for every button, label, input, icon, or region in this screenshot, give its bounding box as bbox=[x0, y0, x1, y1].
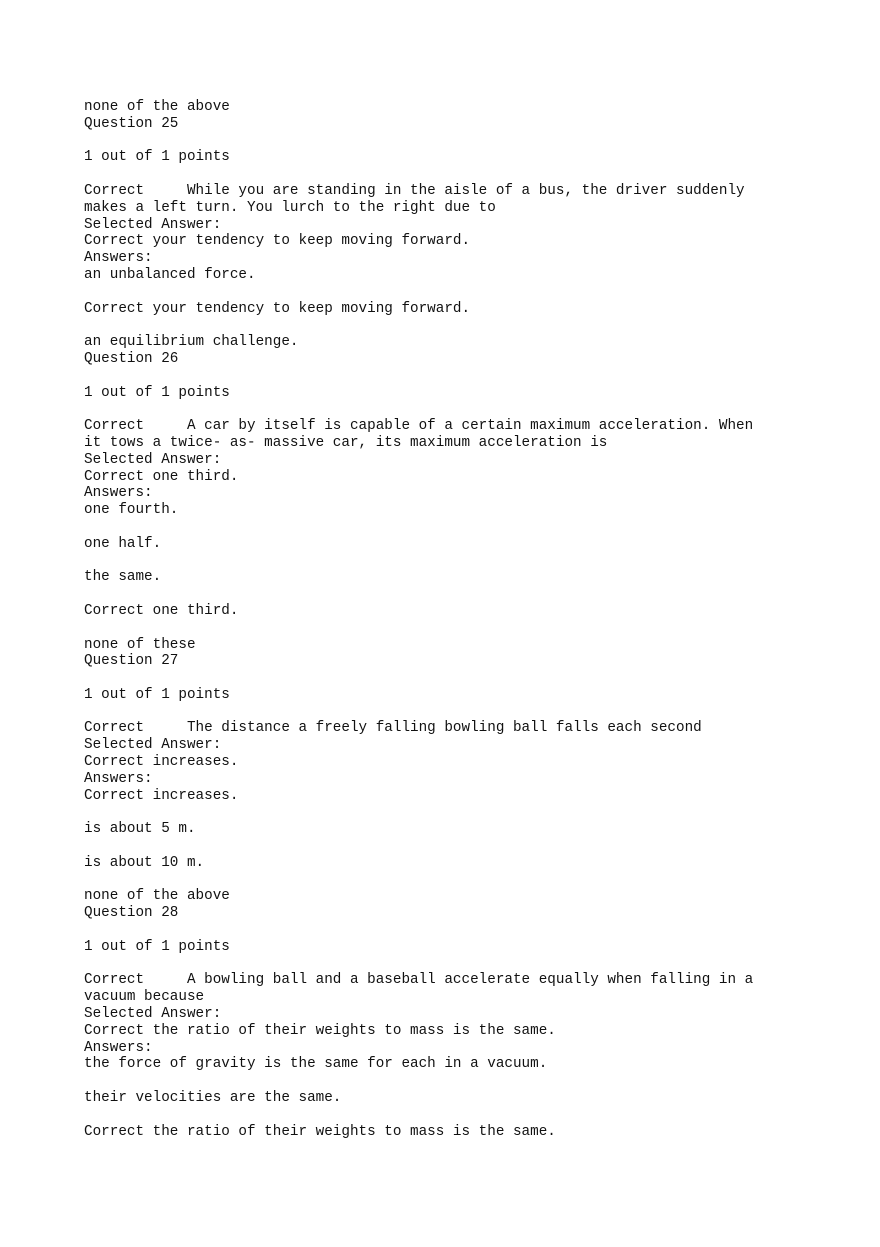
answer-option: one fourth. bbox=[84, 502, 179, 519]
question-26 bbox=[84, 351, 804, 653]
answer-option: Correct increases. bbox=[84, 787, 239, 804]
answers-label: Answers: bbox=[84, 770, 153, 787]
answer-option: the force of gravity is the same for each in a vacuum. bbox=[84, 1056, 548, 1073]
selected-answer-label: Selected Answer: bbox=[84, 1006, 222, 1023]
quiz-results-document bbox=[84, 99, 804, 1140]
selected-answer: Correct the ratio of their weights to mass is the same. bbox=[84, 1022, 556, 1039]
answer-option: is about 10 m. bbox=[84, 854, 205, 871]
question-text-line: Correct While you are standing in the aisle of a bus, the driver suddenly bbox=[84, 182, 745, 199]
answer-option: one half. bbox=[84, 535, 162, 552]
answers-label: Answers: bbox=[84, 250, 153, 267]
answer-option: an unbalanced force. bbox=[84, 266, 256, 283]
answer-option: the same. bbox=[84, 569, 162, 586]
question-27 bbox=[84, 653, 804, 905]
question-text-line: it tows a twice- as- massive car, its maximum acceleration is bbox=[84, 434, 608, 451]
selected-answer-label: Selected Answer: bbox=[84, 216, 222, 233]
selected-answer: Correct your tendency to keep moving forward. bbox=[84, 233, 471, 250]
answer-option: Correct your tendency to keep moving forward. bbox=[84, 300, 471, 317]
answers-label: Answers: bbox=[84, 1039, 153, 1056]
points-score: 1 out of 1 points bbox=[84, 149, 230, 166]
answer-option: is about 5 m. bbox=[84, 821, 196, 838]
question-text-line: vacuum because bbox=[84, 989, 205, 1006]
selected-answer: Correct increases. bbox=[84, 754, 239, 771]
answers-label: Answers: bbox=[84, 485, 153, 502]
answer-option: their velocities are the same. bbox=[84, 1090, 342, 1107]
selected-answer: Correct one third. bbox=[84, 468, 239, 485]
question-text-line: Correct The distance a freely falling bowling ball falls each second bbox=[84, 720, 702, 737]
question-text-line: Correct A bowling ball and a baseball accelerate equally when falling in a bbox=[84, 972, 754, 989]
selected-answer-label: Selected Answer: bbox=[84, 737, 222, 754]
points-score: 1 out of 1 points bbox=[84, 938, 230, 955]
selected-answer-label: Selected Answer: bbox=[84, 451, 222, 468]
answer-option: none of the above bbox=[84, 888, 230, 905]
answer-option: Correct the ratio of their weights to mass is the same. bbox=[84, 1123, 556, 1140]
answer-option: Correct one third. bbox=[84, 602, 239, 619]
question-heading: Question 27 bbox=[84, 653, 179, 670]
question-28 bbox=[84, 905, 804, 1140]
answer-option: an equilibrium challenge. bbox=[84, 334, 299, 351]
question-25 bbox=[84, 116, 804, 351]
points-score: 1 out of 1 points bbox=[84, 686, 230, 703]
question-text-line: makes a left turn. You lurch to the right due to bbox=[84, 199, 496, 216]
points-score: 1 out of 1 points bbox=[84, 384, 230, 401]
question-text-line: Correct A car by itself is capable of a certain maximum acceleration. When bbox=[84, 418, 754, 435]
answer-option: none of the above bbox=[84, 99, 230, 115]
question-heading: Question 25 bbox=[84, 115, 179, 132]
answer-option: none of these bbox=[84, 636, 196, 653]
question-heading: Question 28 bbox=[84, 905, 179, 922]
question-heading: Question 26 bbox=[84, 350, 179, 367]
